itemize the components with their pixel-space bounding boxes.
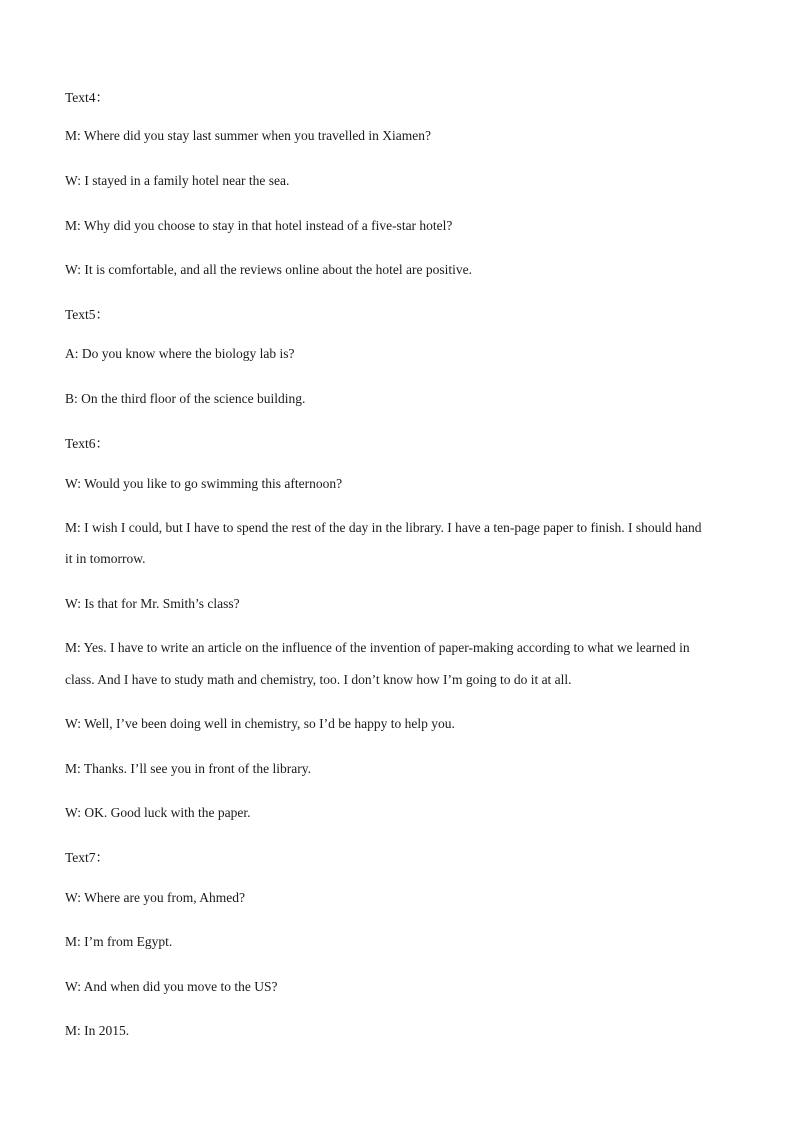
dialogue-line: B: On the third floor of the science building. [65,391,306,406]
section-heading-text7: Text7： [65,850,110,865]
dialogue-line: M: Yes. I have to write an article on the influence of the invention of paper-making according to what we learned in [65,640,690,655]
dialogue-line: M: I’m from Egypt. [65,934,173,949]
dialogue-line: W: It is comfortable, and all the reviews online about the hotel are positive. [65,262,472,277]
dialogue-line: M: I wish I could, but I have to spend the rest of the day in the library. I have a ten-page paper to finish. I should hand [65,520,702,535]
dialogue-line: M: Thanks. I’ll see you in front of the library. [65,761,311,776]
dialogue-line: M: Why did you choose to stay in that hotel instead of a five-star hotel? [65,218,453,233]
dialogue-line: W: I stayed in a family hotel near the sea. [65,173,290,188]
dialogue-line: M: In 2015. [65,1023,130,1038]
dialogue-line: W: Would you like to go swimming this afternoon? [65,476,343,491]
dialogue-line: W: Where are you from, Ahmed? [65,890,245,905]
dialogue-line-continued: it in tomorrow. [65,551,146,566]
section-heading-text4: Text4： [65,90,110,105]
dialogue-line: W: And when did you move to the US? [65,979,278,994]
dialogue-line: W: OK. Good luck with the paper. [65,805,251,820]
dialogue-line: A: Do you know where the biology lab is? [65,346,295,361]
dialogue-line: W: Is that for Mr. Smith’s class? [65,596,240,611]
section-heading-text5: Text5： [65,307,110,322]
dialogue-line-continued: class. And I have to study math and chemistry, too. I don’t know how I’m going to do it at all. [65,672,572,687]
dialogue-line: W: Well, I’ve been doing well in chemistry, so I’d be happy to help you. [65,716,455,731]
dialogue-line: M: Where did you stay last summer when you travelled in Xiamen? [65,128,432,143]
section-heading-text6: Text6： [65,436,110,451]
